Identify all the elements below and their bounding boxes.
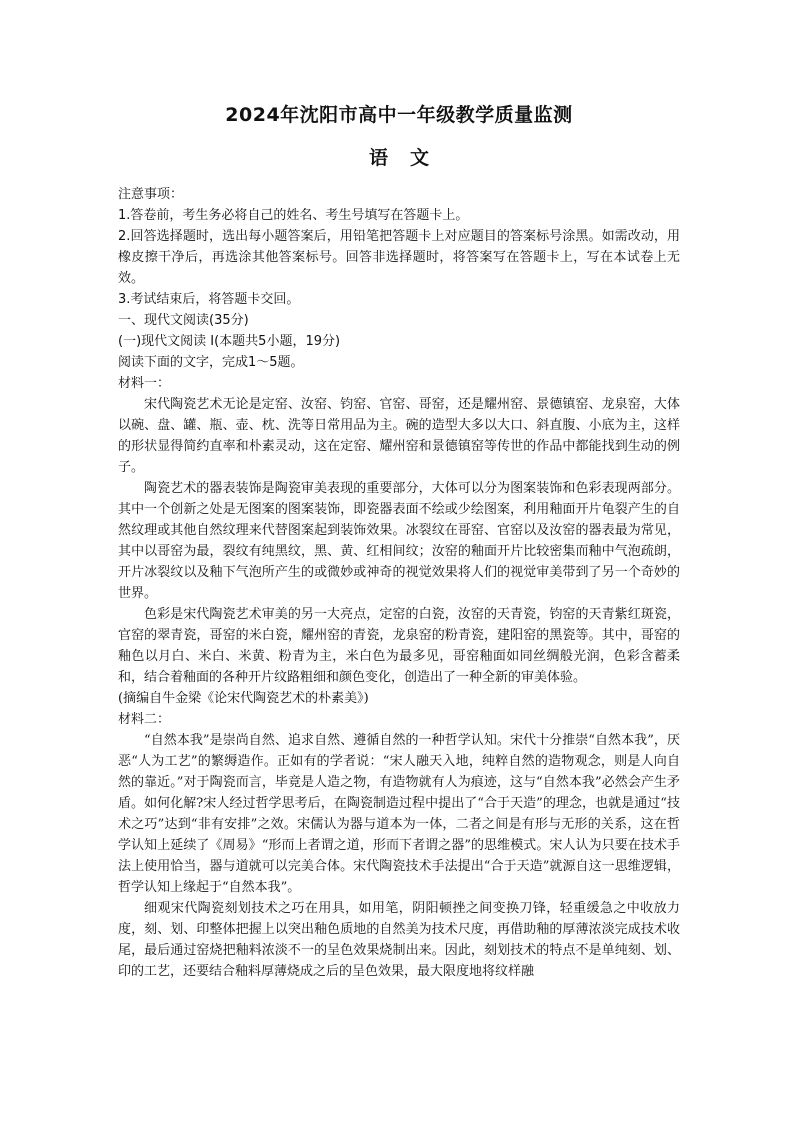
subject-title: 语文 <box>368 147 451 169</box>
material1-source: (摘编自牛金梁《论宋代陶瓷艺术的朴素美》) <box>118 691 369 706</box>
notice-heading: 注意事项： <box>118 187 184 202</box>
material2-label: 材料二： <box>118 712 171 727</box>
material1-paragraph-1: 宋代陶瓷艺术无论是定窑、汝窑、钧窑、官窑、哥窑，还是耀州窑、景德镇窑、龙泉窑，大体以碗、盘、罐、瓶、壶、枕、洗等日常用品为主。碗的造型大多以大口、斜直腹、小底为主，这样的形状显得简约直率和朴素灵动，这在定窑、耀州窑和景德镇窑等传世的作品中都能找到生动的例子。 <box>118 397 680 475</box>
exam-page <box>118 100 680 982</box>
section-sub-heading: (一)现代文阅读 I(本题共5小题，19分) <box>118 334 341 349</box>
material1-paragraph-3: 色彩是宋代陶瓷艺术审美的另一大亮点，定窑的白瓷，汝窑的天青瓷，钧窑的天青紫红斑瓷，官窑的翠青瓷，哥窑的米白瓷，耀州窑的青瓷，龙泉窑的粉青瓷，建阳窑的黑瓷等。其中，哥窑的釉色以月白、米白、米黄、粉青为主，米白色为最多见，哥窑釉面如同丝绸般光润，色彩含蓄柔和，结合着釉面的各种开片纹路粗细和颜色变化，创造出了一种全新的审美体验。 <box>118 607 680 685</box>
section-heading: 一、现代文阅读(35分) <box>118 313 249 328</box>
notice-item-3: 3.考试结束后，将答题卡交回。 <box>118 292 300 307</box>
section-instruction: 阅读下面的文字，完成1～5题。 <box>118 355 304 370</box>
material1-label: 材料一： <box>118 376 171 391</box>
material2-paragraph-1: “自然本我”是崇尚自然、追求自然、遵循自然的一种哲学认知。宋代十分推崇“自然本我”，厌恶“人为工艺”的繁缛造作。正如有的学者说：“宋人融天入地，纯粹自然的造物观念，则是人向自然的靠近。”对于陶瓷而言，毕竟是人造之物，有造物就有人为痕迹，这与“自然本我”必然会产生矛盾。如何化解?宋人经过哲学思考后，在陶瓷制造过程中提出了“合于天造”的理念，也就是通过“技术之巧”达到“非有安排”之效。宋儒认为器与道本为一体，二者之间是有形与无形的关系，这在哲学认知上延续了《周易》“形而上者谓之道，形而下者谓之器”的思维模式。宋人认为只要在技术手法上使用恰当，器与道就可以完美合体。宋代陶瓷技术手法提出“合于天造”就源自这一思维逻辑，哲学认知上缘起于“自然本我”。 <box>118 733 680 895</box>
notice-item-1: 1.答卷前，考生务必将自己的姓名、考生号填写在答题卡上。 <box>118 208 469 223</box>
exam-title: 2024年沈阳市高中一年级教学质量监测 <box>225 104 573 126</box>
material2-paragraph-2: 细观宋代陶瓷刻划技术之巧在用具，如用笔，阴阳顿挫之间变换刀锋，轻重缓急之中收放力度，刻、划、印整体把握上以突出釉色质地的自然美为技术尺度，再借助釉的厚薄浓淡完成技术收尾，最后通过窑烧把釉料浓淡不一的呈色效果烧制出来。因此，刻划技术的特点不是单纯刻、划、印的工艺，还要结合釉料厚薄烧成之后的呈色效果，最大限度地将纹样融 <box>118 901 680 979</box>
notice-item-2: 2.回答选择题时，选出每小题答案后，用铅笔把答题卡上对应题目的答案标号涂黑。如需改动，用橡皮擦干净后，再选涂其他答案标号。回答非选择题时，将答案写在答题卡上，写在本试卷上无效。 <box>118 229 680 286</box>
material1-paragraph-2: 陶瓷艺术的器表装饰是陶瓷审美表现的重要部分，大体可以分为图案装饰和色彩表现两部分。其中一个创新之处是无图案的图案装饰，即瓷器表面不绘或少绘图案，利用釉面开片龟裂产生的自然纹理或其他自然纹理来代替图案起到装饰效果。冰裂纹在哥窑、官窑以及汝窑的器表最为常见，其中以哥窑为最，裂纹有纯黑纹，黑、黄、红相间纹；汝窑的釉面开片比较密集而釉中气泡疏朗，开片冰裂纹以及釉下气泡所产生的或微妙或神奇的视觉效果将人们的视觉审美带到了另一个奇妙的世界。 <box>118 481 680 601</box>
